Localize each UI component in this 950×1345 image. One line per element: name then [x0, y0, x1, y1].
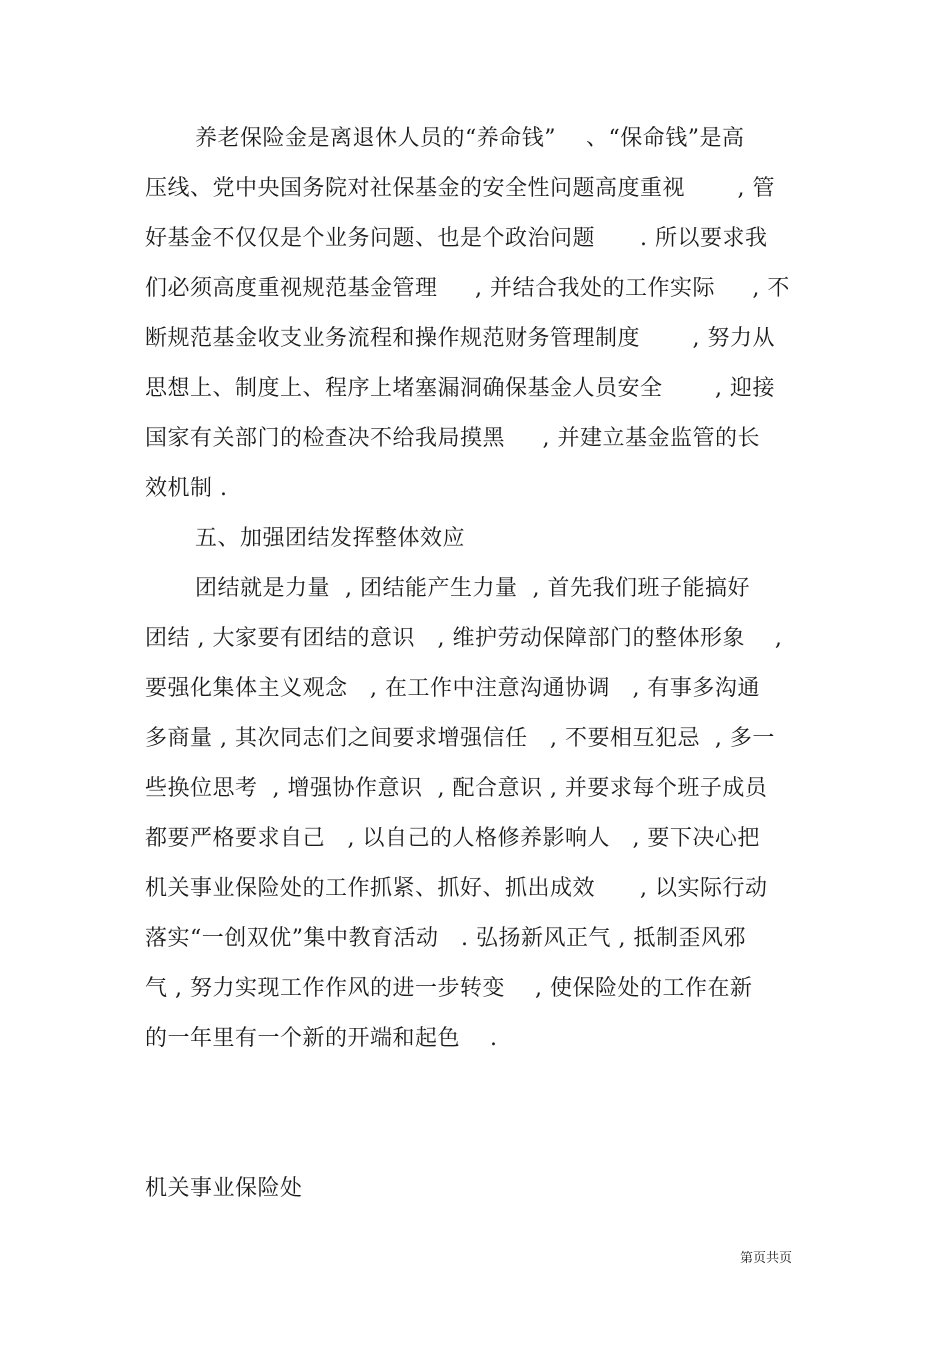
paragraph-2-line: 团结 , 大家要有团结的意识 , 维护劳动保障部门的整体形象 , — [145, 626, 783, 651]
paragraph-1-line: 效机制 . — [145, 476, 228, 501]
paragraph-1-line: 养老保险金是离退休人员的“养命钱” 、“保命钱”是高 — [195, 126, 745, 151]
paragraph-1-line: 断规范基金收支业务流程和操作规范财务管理制度 , 努力从 — [145, 326, 775, 351]
paragraph-1-line: 思想上、制度上、程序上堵塞漏洞确保基金人员安全 , 迎接 — [145, 376, 775, 401]
paragraph-2-line: 的一年里有一个新的开端和起色 . — [145, 1026, 498, 1051]
paragraph-2-line: 气 , 努力实现工作作风的进一步转变 , 使保险处的工作在新 — [145, 976, 753, 1001]
section-heading: 五、加强团结发挥整体效应 — [195, 526, 466, 551]
paragraph-2-line: 机关事业保险处的工作抓紧、抓好、抓出成效 , 以实际行动 — [145, 876, 768, 901]
paragraph-2-line: 多商量 , 其次同志们之间要求增强信任 , 不要相互犯忌 , 多一 — [145, 726, 775, 751]
paragraph-1-line: 们必须高度重视规范基金管理 , 并结合我处的工作实际 , 不 — [145, 276, 790, 301]
paragraph-2-line: 都要严格要求自己 , 以自己的人格修养影响人 , 要下决心把 — [145, 826, 760, 851]
paragraph-2-line: 些换位思考 , 增强协作意识 , 配合意识 , 并要求每个班子成员 — [145, 776, 768, 801]
paragraph-1-line: 国家有关部门的检查决不给我局摸黑 , 并建立基金监管的长 — [145, 426, 760, 451]
paragraph-1-line: 压线、党中央国务院对社保基金的安全性问题高度重视 , 管 — [145, 176, 775, 201]
paragraph-1-line: 好基金不仅仅是个业务问题、也是个政治问题 . 所以要求我 — [145, 226, 768, 251]
paragraph-2-line: 要强化集体主义观念 , 在工作中注意沟通协调 , 有事多沟通 — [145, 676, 760, 701]
signature: 机关事业保险处 — [145, 1176, 303, 1201]
paragraph-2-line: 落实“一创双优”集中教育活动 . 弘扬新风正气 , 抵制歪风邪 — [145, 926, 746, 951]
page-footer: 第页共页 — [740, 1251, 793, 1266]
paragraph-2-line: 团结就是力量 , 团结能产生力量 , 首先我们班子能搞好 — [195, 576, 750, 601]
